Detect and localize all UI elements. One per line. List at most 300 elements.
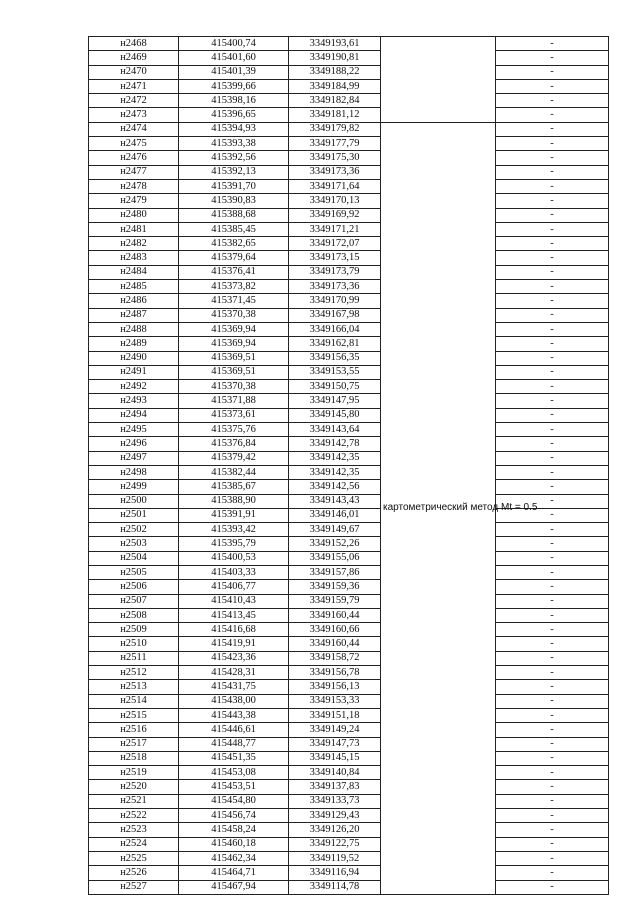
table-row (89, 708, 609, 722)
table-row (89, 651, 609, 665)
accuracy-cell: - (496, 737, 609, 751)
table-row (89, 194, 609, 208)
point-id-cell: н2506 (89, 580, 179, 594)
x-coordinate-cell: 415467,94 (179, 880, 289, 894)
point-id-cell: н2477 (89, 165, 179, 179)
y-coordinate-cell: 3349171,64 (289, 179, 381, 193)
table-row (89, 737, 609, 751)
x-coordinate-cell: 415382,65 (179, 237, 289, 251)
accuracy-cell: - (496, 508, 609, 522)
table-row (89, 766, 609, 780)
point-id-cell: н2495 (89, 423, 179, 437)
accuracy-cell: - (496, 623, 609, 637)
point-id-cell: н2487 (89, 308, 179, 322)
y-coordinate-cell: 3349153,33 (289, 694, 381, 708)
table-row (89, 380, 609, 394)
x-coordinate-cell: 415388,68 (179, 208, 289, 222)
x-coordinate-cell: 415423,36 (179, 651, 289, 665)
x-coordinate-cell: 415398,16 (179, 94, 289, 108)
accuracy-cell: - (496, 194, 609, 208)
table-row (89, 423, 609, 437)
accuracy-cell: - (496, 337, 609, 351)
point-id-cell: н2515 (89, 708, 179, 722)
x-coordinate-cell: 415446,61 (179, 723, 289, 737)
accuracy-cell: - (496, 866, 609, 880)
point-id-cell: н2472 (89, 94, 179, 108)
y-coordinate-cell: 3349173,15 (289, 251, 381, 265)
accuracy-cell: - (496, 380, 609, 394)
point-id-cell: н2510 (89, 637, 179, 651)
table-row (89, 437, 609, 451)
point-id-cell: н2517 (89, 737, 179, 751)
accuracy-cell: - (496, 365, 609, 379)
coordinates-table-body (89, 37, 609, 895)
y-coordinate-cell: 3349160,66 (289, 623, 381, 637)
point-id-cell: н2476 (89, 151, 179, 165)
x-coordinate-cell: 415428,31 (179, 666, 289, 680)
x-coordinate-cell: 415454,80 (179, 794, 289, 808)
table-row (89, 208, 609, 222)
accuracy-cell: - (496, 423, 609, 437)
y-coordinate-cell: 3349143,64 (289, 423, 381, 437)
table-row (89, 637, 609, 651)
accuracy-cell: - (496, 294, 609, 308)
table-row (89, 465, 609, 479)
y-coordinate-cell: 3349151,18 (289, 708, 381, 722)
point-id-cell: н2488 (89, 322, 179, 336)
point-id-cell: н2512 (89, 666, 179, 680)
table-row (89, 851, 609, 865)
y-coordinate-cell: 3349122,75 (289, 837, 381, 851)
point-id-cell: н2469 (89, 51, 179, 65)
y-coordinate-cell: 3349171,21 (289, 222, 381, 236)
y-coordinate-cell: 3349152,26 (289, 537, 381, 551)
table-row (89, 137, 609, 151)
point-id-cell: н2522 (89, 809, 179, 823)
y-coordinate-cell: 3349153,55 (289, 365, 381, 379)
x-coordinate-cell: 415390,83 (179, 194, 289, 208)
point-id-cell: н2494 (89, 408, 179, 422)
accuracy-cell: - (496, 809, 609, 823)
point-id-cell: н2492 (89, 380, 179, 394)
table-row (89, 237, 609, 251)
point-id-cell: н2521 (89, 794, 179, 808)
point-id-cell: н2502 (89, 523, 179, 537)
y-coordinate-cell: 3349188,22 (289, 65, 381, 79)
table-row (89, 108, 609, 122)
x-coordinate-cell: 415376,84 (179, 437, 289, 451)
point-id-cell: н2513 (89, 680, 179, 694)
x-coordinate-cell: 415456,74 (179, 809, 289, 823)
accuracy-cell: - (496, 208, 609, 222)
y-coordinate-cell: 3349119,52 (289, 851, 381, 865)
x-coordinate-cell: 415392,56 (179, 151, 289, 165)
accuracy-cell: - (496, 551, 609, 565)
y-coordinate-cell: 3349137,83 (289, 780, 381, 794)
accuracy-cell: - (496, 108, 609, 122)
accuracy-cell: - (496, 666, 609, 680)
y-coordinate-cell: 3349181,12 (289, 108, 381, 122)
point-id-cell: н2514 (89, 694, 179, 708)
table-row (89, 666, 609, 680)
accuracy-cell: - (496, 37, 609, 51)
table-row (89, 322, 609, 336)
x-coordinate-cell: 415376,41 (179, 265, 289, 279)
x-coordinate-cell: 415400,74 (179, 37, 289, 51)
y-coordinate-cell: 3349155,06 (289, 551, 381, 565)
point-id-cell: н2498 (89, 465, 179, 479)
accuracy-cell: - (496, 480, 609, 494)
point-id-cell: н2483 (89, 251, 179, 265)
accuracy-cell: - (496, 637, 609, 651)
accuracy-cell: - (496, 394, 609, 408)
point-id-cell: н2493 (89, 394, 179, 408)
y-coordinate-cell: 3349159,36 (289, 580, 381, 594)
table-row (89, 623, 609, 637)
table-row (89, 451, 609, 465)
table-row (89, 866, 609, 880)
table-row (89, 394, 609, 408)
accuracy-cell: - (496, 794, 609, 808)
point-id-cell: н2480 (89, 208, 179, 222)
y-coordinate-cell: 3349158,72 (289, 651, 381, 665)
x-coordinate-cell: 415400,53 (179, 551, 289, 565)
accuracy-cell: - (496, 680, 609, 694)
x-coordinate-cell: 415391,70 (179, 179, 289, 193)
y-coordinate-cell: 3349146,01 (289, 508, 381, 522)
table-row (89, 365, 609, 379)
x-coordinate-cell: 415419,91 (179, 637, 289, 651)
x-coordinate-cell: 415370,38 (179, 380, 289, 394)
y-coordinate-cell: 3349142,78 (289, 437, 381, 451)
accuracy-cell: - (496, 851, 609, 865)
table-row (89, 280, 609, 294)
y-coordinate-cell: 3349173,36 (289, 165, 381, 179)
x-coordinate-cell: 415396,65 (179, 108, 289, 122)
point-id-cell: н2519 (89, 766, 179, 780)
y-coordinate-cell: 3349182,84 (289, 94, 381, 108)
accuracy-cell: - (496, 780, 609, 794)
y-coordinate-cell: 3349159,79 (289, 594, 381, 608)
accuracy-cell: - (496, 51, 609, 65)
x-coordinate-cell: 415395,79 (179, 537, 289, 551)
accuracy-cell: - (496, 122, 609, 136)
accuracy-cell: - (496, 751, 609, 765)
y-coordinate-cell: 3349149,24 (289, 723, 381, 737)
table-row (89, 794, 609, 808)
table-row (89, 823, 609, 837)
x-coordinate-cell: 415453,08 (179, 766, 289, 780)
point-id-cell: н2484 (89, 265, 179, 279)
y-coordinate-cell: 3349172,07 (289, 237, 381, 251)
table-row (89, 565, 609, 579)
accuracy-cell: - (496, 880, 609, 894)
point-id-cell: н2518 (89, 751, 179, 765)
accuracy-cell: - (496, 94, 609, 108)
accuracy-cell: - (496, 523, 609, 537)
y-coordinate-cell: 3349156,13 (289, 680, 381, 694)
accuracy-cell: - (496, 823, 609, 837)
x-coordinate-cell: 415394,93 (179, 122, 289, 136)
point-id-cell: н2516 (89, 723, 179, 737)
point-id-cell: н2471 (89, 79, 179, 93)
table-row (89, 408, 609, 422)
point-id-cell: н2470 (89, 65, 179, 79)
point-id-cell: н2496 (89, 437, 179, 451)
x-coordinate-cell: 415388,90 (179, 494, 289, 508)
table-row (89, 837, 609, 851)
table-row (89, 580, 609, 594)
accuracy-cell: - (496, 766, 609, 780)
point-id-cell: н2474 (89, 122, 179, 136)
x-coordinate-cell: 415401,39 (179, 65, 289, 79)
point-id-cell: н2509 (89, 623, 179, 637)
x-coordinate-cell: 415438,00 (179, 694, 289, 708)
point-id-cell: н2478 (89, 179, 179, 193)
y-coordinate-cell: 3349167,98 (289, 308, 381, 322)
x-coordinate-cell: 415399,66 (179, 79, 289, 93)
x-coordinate-cell: 415379,64 (179, 251, 289, 265)
table-row (89, 751, 609, 765)
y-coordinate-cell: 3349156,35 (289, 351, 381, 365)
table-row (89, 537, 609, 551)
point-id-cell: н2490 (89, 351, 179, 365)
x-coordinate-cell: 415393,38 (179, 137, 289, 151)
y-coordinate-cell: 3349149,67 (289, 523, 381, 537)
accuracy-cell: - (496, 165, 609, 179)
x-coordinate-cell: 415403,33 (179, 565, 289, 579)
table-row (89, 809, 609, 823)
table-row (89, 480, 609, 494)
x-coordinate-cell: 415371,45 (179, 294, 289, 308)
table-row (89, 179, 609, 193)
y-coordinate-cell: 3349170,99 (289, 294, 381, 308)
x-coordinate-cell: 415371,88 (179, 394, 289, 408)
table-row (89, 79, 609, 93)
y-coordinate-cell: 3349142,35 (289, 451, 381, 465)
accuracy-cell: - (496, 237, 609, 251)
y-coordinate-cell: 3349145,15 (289, 751, 381, 765)
x-coordinate-cell: 415453,51 (179, 780, 289, 794)
x-coordinate-cell: 415448,77 (179, 737, 289, 751)
y-coordinate-cell: 3349166,04 (289, 322, 381, 336)
point-id-cell: н2520 (89, 780, 179, 794)
y-coordinate-cell: 3349170,13 (289, 194, 381, 208)
table-row (89, 594, 609, 608)
accuracy-cell: - (496, 451, 609, 465)
y-coordinate-cell: 3349193,61 (289, 37, 381, 51)
x-coordinate-cell: 415451,35 (179, 751, 289, 765)
x-coordinate-cell: 415406,77 (179, 580, 289, 594)
point-id-cell: н2505 (89, 565, 179, 579)
point-id-cell: н2525 (89, 851, 179, 865)
table-row (89, 37, 609, 51)
table-row (89, 780, 609, 794)
table-row (89, 151, 609, 165)
accuracy-cell: - (496, 694, 609, 708)
method-cell-empty (381, 37, 496, 123)
accuracy-cell: - (496, 580, 609, 594)
y-coordinate-cell: 3349160,44 (289, 608, 381, 622)
point-id-cell: н2482 (89, 237, 179, 251)
point-id-cell: н2475 (89, 137, 179, 151)
y-coordinate-cell: 3349133,73 (289, 794, 381, 808)
accuracy-cell: - (496, 594, 609, 608)
accuracy-cell: - (496, 608, 609, 622)
x-coordinate-cell: 415460,18 (179, 837, 289, 851)
y-coordinate-cell: 3349147,73 (289, 737, 381, 751)
accuracy-cell: - (496, 151, 609, 165)
y-coordinate-cell: 3349142,35 (289, 465, 381, 479)
x-coordinate-cell: 415373,61 (179, 408, 289, 422)
table-row (89, 308, 609, 322)
table-row (89, 51, 609, 65)
table-row (89, 551, 609, 565)
y-coordinate-cell: 3349157,86 (289, 565, 381, 579)
table-row (89, 608, 609, 622)
y-coordinate-cell: 3349147,95 (289, 394, 381, 408)
accuracy-cell: - (496, 723, 609, 737)
accuracy-cell: - (496, 651, 609, 665)
table-row (89, 222, 609, 236)
y-coordinate-cell: 3349173,36 (289, 280, 381, 294)
table-row (89, 94, 609, 108)
accuracy-cell: - (496, 565, 609, 579)
point-id-cell: н2497 (89, 451, 179, 465)
point-id-cell: н2511 (89, 651, 179, 665)
y-coordinate-cell: 3349169,92 (289, 208, 381, 222)
accuracy-cell: - (496, 265, 609, 279)
point-id-cell: н2523 (89, 823, 179, 837)
x-coordinate-cell: 415431,75 (179, 680, 289, 694)
x-coordinate-cell: 415392,13 (179, 165, 289, 179)
point-id-cell: н2507 (89, 594, 179, 608)
point-id-cell: н2501 (89, 508, 179, 522)
table-row (89, 165, 609, 179)
x-coordinate-cell: 415382,44 (179, 465, 289, 479)
method-cell: картометрический метод Mt = 0.5 (381, 122, 496, 894)
x-coordinate-cell: 415416,68 (179, 623, 289, 637)
x-coordinate-cell: 415393,42 (179, 523, 289, 537)
accuracy-cell: - (496, 537, 609, 551)
x-coordinate-cell: 415379,42 (179, 451, 289, 465)
x-coordinate-cell: 415458,24 (179, 823, 289, 837)
table-row (89, 880, 609, 894)
table-row (89, 65, 609, 79)
x-coordinate-cell: 415385,67 (179, 480, 289, 494)
accuracy-cell: - (496, 408, 609, 422)
y-coordinate-cell: 3349143,43 (289, 494, 381, 508)
table-row (89, 523, 609, 537)
accuracy-cell: - (496, 708, 609, 722)
table-row (89, 251, 609, 265)
accuracy-cell: - (496, 322, 609, 336)
table-row (89, 265, 609, 279)
accuracy-cell: - (496, 437, 609, 451)
point-id-cell: н2468 (89, 37, 179, 51)
y-coordinate-cell: 3349190,81 (289, 51, 381, 65)
table-row (89, 337, 609, 351)
table-row (89, 723, 609, 737)
y-coordinate-cell: 3349145,80 (289, 408, 381, 422)
y-coordinate-cell: 3349173,79 (289, 265, 381, 279)
x-coordinate-cell: 415385,45 (179, 222, 289, 236)
x-coordinate-cell: 415462,34 (179, 851, 289, 865)
accuracy-cell: - (496, 351, 609, 365)
x-coordinate-cell: 415401,60 (179, 51, 289, 65)
coordinates-table (88, 36, 609, 895)
x-coordinate-cell: 415370,38 (179, 308, 289, 322)
x-coordinate-cell: 415443,38 (179, 708, 289, 722)
point-id-cell: н2503 (89, 537, 179, 551)
y-coordinate-cell: 3349114,78 (289, 880, 381, 894)
x-coordinate-cell: 415410,43 (179, 594, 289, 608)
accuracy-cell: - (496, 79, 609, 93)
accuracy-cell: - (496, 65, 609, 79)
point-id-cell: н2508 (89, 608, 179, 622)
x-coordinate-cell: 415391,91 (179, 508, 289, 522)
accuracy-cell: - (496, 494, 609, 508)
y-coordinate-cell: 3349142,56 (289, 480, 381, 494)
point-id-cell: н2479 (89, 194, 179, 208)
x-coordinate-cell: 415375,76 (179, 423, 289, 437)
table-row (89, 122, 609, 136)
accuracy-cell: - (496, 251, 609, 265)
point-id-cell: н2500 (89, 494, 179, 508)
y-coordinate-cell: 3349160,44 (289, 637, 381, 651)
point-id-cell: н2473 (89, 108, 179, 122)
point-id-cell: н2499 (89, 480, 179, 494)
accuracy-cell: - (496, 465, 609, 479)
y-coordinate-cell: 3349116,94 (289, 866, 381, 880)
x-coordinate-cell: 415413,45 (179, 608, 289, 622)
x-coordinate-cell: 415369,51 (179, 365, 289, 379)
point-id-cell: н2524 (89, 837, 179, 851)
y-coordinate-cell: 3349179,82 (289, 122, 381, 136)
y-coordinate-cell: 3349126,20 (289, 823, 381, 837)
table-row (89, 294, 609, 308)
y-coordinate-cell: 3349129,43 (289, 809, 381, 823)
table-row (89, 680, 609, 694)
table-row (89, 351, 609, 365)
accuracy-cell: - (496, 222, 609, 236)
point-id-cell: н2527 (89, 880, 179, 894)
x-coordinate-cell: 415369,94 (179, 322, 289, 336)
y-coordinate-cell: 3349177,79 (289, 137, 381, 151)
accuracy-cell: - (496, 280, 609, 294)
x-coordinate-cell: 415464,71 (179, 866, 289, 880)
y-coordinate-cell: 3349184,99 (289, 79, 381, 93)
point-id-cell: н2504 (89, 551, 179, 565)
point-id-cell: н2486 (89, 294, 179, 308)
point-id-cell: н2481 (89, 222, 179, 236)
y-coordinate-cell: 3349175,30 (289, 151, 381, 165)
y-coordinate-cell: 3349156,78 (289, 666, 381, 680)
y-coordinate-cell: 3349140,84 (289, 766, 381, 780)
x-coordinate-cell: 415373,82 (179, 280, 289, 294)
accuracy-cell: - (496, 308, 609, 322)
point-id-cell: н2485 (89, 280, 179, 294)
y-coordinate-cell: 3349150,75 (289, 380, 381, 394)
x-coordinate-cell: 415369,94 (179, 337, 289, 351)
accuracy-cell: - (496, 137, 609, 151)
table-row (89, 694, 609, 708)
point-id-cell: н2489 (89, 337, 179, 351)
point-id-cell: н2491 (89, 365, 179, 379)
x-coordinate-cell: 415369,51 (179, 351, 289, 365)
y-coordinate-cell: 3349162,81 (289, 337, 381, 351)
accuracy-cell: - (496, 179, 609, 193)
